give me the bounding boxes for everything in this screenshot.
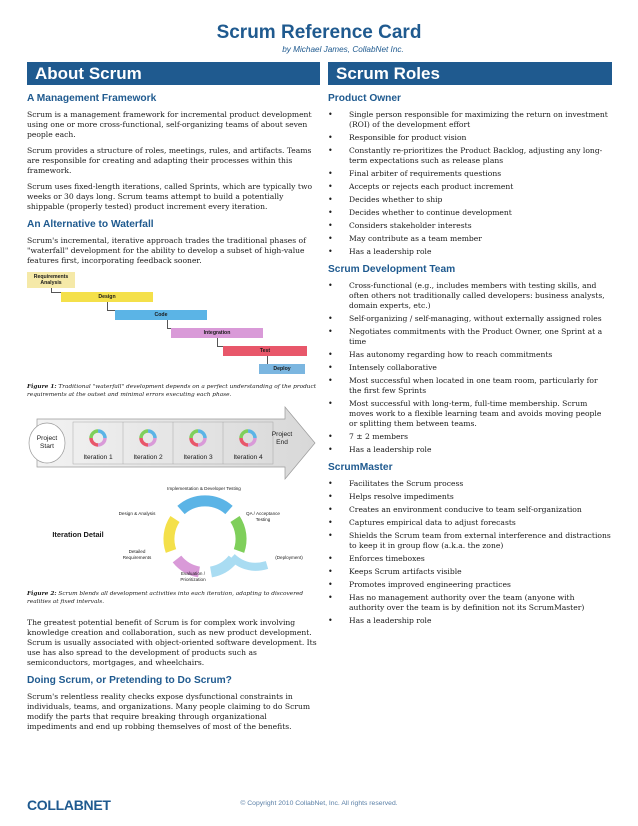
project-start-label: Project Start [36, 435, 58, 450]
scrum-master-list [328, 479, 611, 626]
framework-paragraph-2: Scrum provides a structure of roles, meetings, rules, and artifacts. Teams are responsible for creating and adapting their processes within this framework. [27, 146, 312, 175]
list-item: • Has a leadership role [328, 445, 611, 455]
collabnet-logo: COLLABNET [27, 797, 111, 813]
list-item: • Responsible for product vision [328, 133, 611, 143]
alternative-paragraph: Scrum's incremental, iterative approach trades the traditional phases of "waterfall" development for the ability to develop a subset of high-value features first, incorporating feedback sooner. [27, 236, 306, 265]
waterfall-diagram [27, 272, 317, 380]
document-title: Scrum Reference Card [216, 22, 422, 43]
list-item: • Considers stakeholder interests [328, 221, 611, 231]
document-byline: by Michael James, CollabNet Inc. [282, 45, 404, 54]
dev-team-list [328, 281, 611, 455]
list-item: • Negotiates commitments with the Product Owner, one Sprint at a time [328, 327, 611, 347]
scrum-master-heading: ScrumMaster [328, 462, 393, 473]
list-item: • Helps resolve impediments [328, 492, 611, 502]
list-item: • Decides whether to ship [328, 195, 611, 205]
list-item: • Self-organizing / self-managing, without externally assigned roles [328, 314, 611, 324]
list-item: • Has a leadership role [328, 616, 611, 626]
framework-heading: A Management Framework [27, 93, 157, 104]
list-item: • Decides whether to continue development [328, 208, 611, 218]
left-column [27, 92, 317, 738]
implementation-label: Implementation & Developer Testing [167, 486, 241, 491]
pretending-heading: Doing Scrum, or Pretending to Do Scrum? [27, 675, 232, 686]
iteration-2-label: Iteration 2 [133, 454, 163, 461]
list-item: • Most successful with long-term, full-time membership. Scrum moves work to a flexible learning team and avoids moving people or splitting them between teams. [328, 399, 611, 429]
alternative-heading: An Alternative to Waterfall [27, 219, 154, 230]
figure-2-label: Figure 2: [27, 591, 57, 597]
pretending-paragraph: Scrum's relentless reality checks expose dysfunctional constraints in individuals, teams, and organizations. Many people claiming to do Scrum modify the parts that require breaking through organizational impediments and end up robbing themselves of most of the benefits. [27, 692, 311, 731]
about-scrum-banner: About Scrum [27, 62, 320, 85]
list-item: • Has no management authority over the team (anyone with authority over the team is by definition not its ScrumMaster) [328, 593, 611, 613]
waterfall-step-code: Code [115, 310, 207, 320]
list-item: • Keeps Scrum artifacts visible [328, 567, 611, 577]
iteration-4-label: Iteration 4 [233, 454, 263, 461]
framework-paragraph-3: Scrum uses fixed-length iterations, called Sprints, which are typically two weeks or 30 days long. Scrum teams attempt to build a potentially shippable (properly tested) product increment every iteration. [27, 182, 313, 211]
waterfall-step-test: Test [223, 346, 307, 356]
product-owner-heading: Product Owner [328, 93, 402, 104]
dev-team-heading: Scrum Development Team [328, 264, 456, 275]
list-item: • 7 ± 2 members [328, 432, 611, 442]
right-column [315, 92, 611, 632]
detailed-requirements-label: Detailed Requirements [122, 549, 152, 560]
deployment-label: (Deployment) [275, 555, 303, 560]
list-item: • Has autonomy regarding how to reach commitments [328, 350, 611, 360]
copyright-notice: © Copyright 2010 CollabNet, Inc. All rights reserved. [240, 800, 398, 807]
waterfall-step-design: Design [61, 292, 153, 302]
design-analysis-label: Design & Analysis [118, 511, 156, 516]
list-item: • Constantly re-prioritizes the Product Backlog, adjusting any long-term expectations such as release plans [328, 146, 611, 166]
potential-paragraph: The greatest potential benefit of Scrum is for complex work involving knowledge creation and collaboration, such as new product development. Scrum is usually associated with object-oriented software development. Its use has also spread to the development of products such as semiconductors, mortgages, and wheelchairs. [27, 618, 317, 667]
list-item: • Facilitates the Scrum process [328, 479, 611, 489]
qa-acceptance-label: QA / Acceptance Testing [246, 511, 280, 522]
figure-1-text: Traditional "waterfall" development depends on a perfect understanding of the product requirements at the outset and minimal errors executing each phase. [27, 384, 317, 398]
document-header [0, 22, 638, 54]
framework-paragraph-1: Scrum is a management framework for incremental product development using one or more cross-functional, self-organizing teams of about seven people each. [27, 110, 312, 139]
iteration-detail-diagram [27, 485, 317, 587]
figure-1-label: Figure 1: [27, 384, 57, 390]
iteration-1-label: Iteration 1 [83, 454, 113, 461]
waterfall-step-integration: Integration [171, 328, 263, 338]
waterfall-step-deploy: Deploy [259, 364, 305, 374]
scrum-roles-banner: Scrum Roles [328, 62, 612, 85]
iterations-diagram [27, 405, 317, 481]
iteration-detail-title: Iteration Detail [52, 530, 104, 539]
list-item: • Enforces timeboxes [328, 554, 611, 564]
list-item: • Promotes improved engineering practices [328, 580, 611, 590]
list-item: • Has a leadership role [328, 247, 611, 257]
list-item: • May contribute as a team member [328, 234, 611, 244]
list-item: • Cross-functional (e.g., includes members with testing skills, and often others not traditionally called developers: business analysts, domain experts, etc.) [328, 281, 611, 311]
figure-1-caption [27, 384, 317, 399]
list-item: • Intensely collaborative [328, 363, 611, 373]
figure-2-text: Scrum blends all development activities into each iteration, adapting to discovered realities at fixed intervals. [27, 591, 304, 605]
list-item: • Final arbiter of requirements questions [328, 169, 611, 179]
list-item: • Single person responsible for maximizing the return on investment (ROI) of the development effort [328, 110, 611, 130]
figure-2-caption [27, 591, 317, 606]
project-end-label: Project End [271, 431, 293, 446]
product-owner-list [328, 110, 611, 257]
list-item: • Captures empirical data to adjust forecasts [328, 518, 611, 528]
waterfall-step-requirements: Requirements Analysis [27, 272, 75, 288]
list-item: • Creates an environment conducive to team self-organization [328, 505, 611, 515]
list-item: • Accepts or rejects each product increment [328, 182, 611, 192]
list-item: • Shields the Scrum team from external interference and distractions to keep it in group flow (a.k.a. the zone) [328, 531, 611, 551]
list-item: • Most successful when located in one team room, particularly for the first few Sprints [328, 376, 611, 396]
iteration-3-label: Iteration 3 [183, 454, 213, 461]
evaluation-label: Evaluation / Prioritization [180, 571, 206, 582]
